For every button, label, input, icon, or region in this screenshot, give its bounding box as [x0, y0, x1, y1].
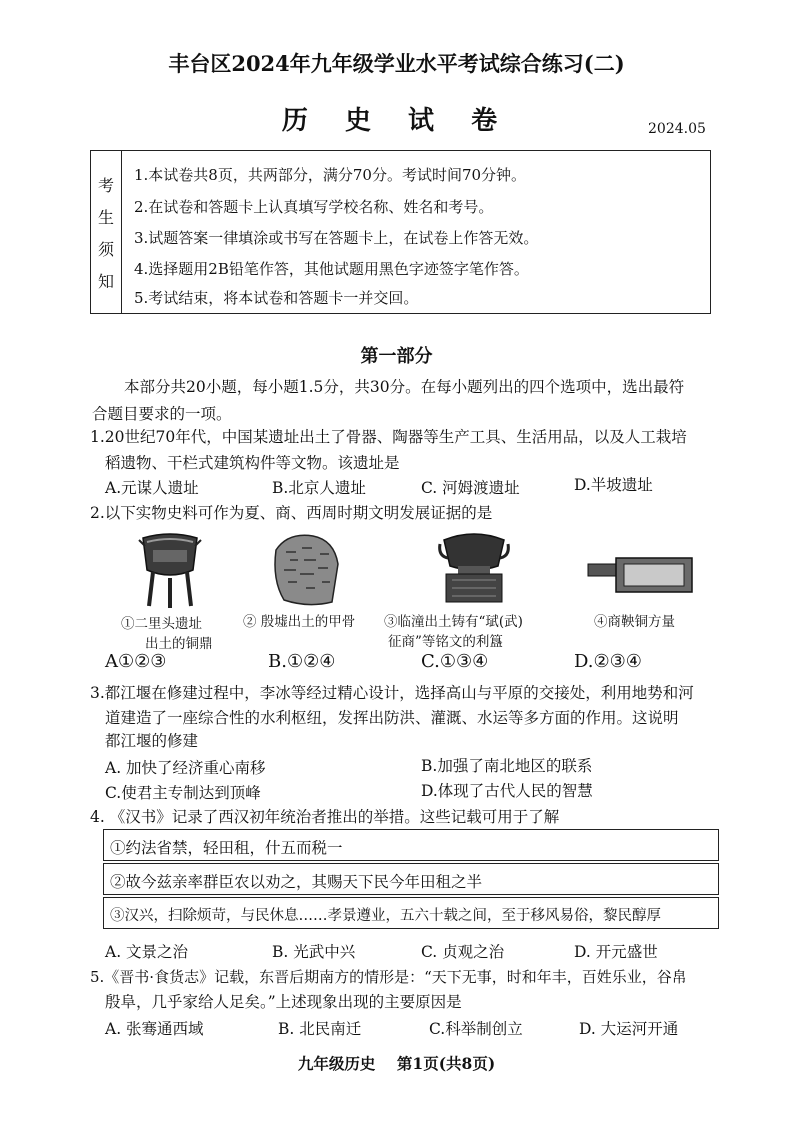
q2-option-c: C.①③④	[421, 651, 489, 672]
q5-stem: 5.《晋书·食货志》记载，东晋后期南方的情形是：“天下无事，时和年丰，百姓乐业，谷帛	[90, 968, 687, 986]
notice-label-char: 知	[98, 272, 115, 291]
q1-stem-cont: 稻遗物、干栏式建筑构件等文物。该遗址是	[105, 454, 400, 472]
notice-label-char: 须	[98, 240, 115, 259]
notice-item: 3.试题答案一律填涂或书写在答题卡上，在试卷上作答无效。	[134, 229, 539, 247]
artifact-caption-1: ①二里头遗址	[121, 616, 202, 632]
artifact-caption-3-cont: 征商”等铭文的利簋	[388, 634, 503, 650]
q5-option-d: D. 大运河开通	[579, 1020, 679, 1038]
q3-option-c: C.使君主专制达到顶峰	[105, 784, 261, 802]
q4-stem: 4. 《汉书》记录了西汉初年统治者推出的举措。这些记载可用于了解	[90, 808, 560, 826]
q4-option-c: C. 贞观之治	[421, 943, 505, 961]
q4-quote-text: ③汉兴，扫除烦苛，与民休息……孝景遵业，五六十载之间，至于移风易俗，黎民醇厚	[110, 908, 661, 924]
q5-option-b: B. 北民南迁	[278, 1020, 362, 1038]
q3-stem: 3.都江堰在修建过程中，李冰等经过精心设计，选择高山与平原的交接处，利用地势和河	[90, 684, 694, 702]
notice-item: 5.考试结束，将本试卷和答题卡一并交回。	[134, 289, 419, 307]
q1-stem: 1.20世纪70年代，中国某遗址出土了骨器、陶器等生产工具、生活用品，以及人工栽培	[90, 428, 687, 446]
q4-quote-row	[103, 829, 719, 861]
q3-option-d: D.体现了古代人民的智慧	[421, 782, 593, 800]
artifact-caption-4: ④商鞅铜方量	[594, 614, 675, 630]
part-intro: 本部分共20小题，每小题1.5分，共30分。在每小题列出的四个选项中，选出最符	[124, 378, 685, 396]
q5-stem-cont: 殷阜，几乎家给人足矣。”上述现象出现的主要原因是	[105, 993, 462, 1011]
q1-option-b: B.北京人遗址	[272, 479, 366, 497]
q4-quote-row	[103, 863, 719, 895]
q3-stem-cont: 道建造了一座综合性的水利枢纽，发挥出防洪、灌溉、水运等多方面的作用。这说明	[105, 709, 679, 727]
artifact-caption-1-cont: 出土的铜鼎	[145, 636, 213, 652]
q1-option-d: D.半坡遗址	[574, 476, 653, 494]
q1-option-a: A.元谋人遗址	[105, 479, 199, 497]
q1-option-c: C. 河姆渡遗址	[421, 479, 520, 497]
q2-stem: 2.以下实物史料可作为夏、商、西周时期文明发展证据的是	[90, 504, 493, 522]
q5-option-a: A. 张骞通西域	[105, 1020, 204, 1038]
q4-option-d: D. 开元盛世	[574, 943, 658, 961]
q4-quote-row	[103, 897, 719, 929]
notice-item: 4.选择题用2B铅笔作答，其他试题用黑色字迹签字笔作答。	[134, 260, 529, 278]
bronze-measure-image	[586, 554, 696, 596]
q4-option-b: B. 光武中兴	[272, 943, 356, 961]
exam-date: 2024.05	[648, 121, 706, 137]
q4-option-a: A. 文景之治	[105, 943, 189, 961]
q4-quote-text: ②故今兹亲率群臣农以劝之，其赐天下民今年田租之半	[110, 873, 483, 891]
notice-item: 1.本试卷共8页，共两部分，满分70分。考试时间70分钟。	[134, 166, 527, 184]
part-title: 第一部分	[360, 346, 433, 367]
notice-box	[90, 150, 711, 314]
q3-stem-cont2: 都江堰的修建	[105, 732, 199, 750]
q2-option-a: A①②③	[105, 651, 167, 672]
bronze-ding-image	[135, 528, 205, 610]
q4-quote-text: ①约法省禁，轻田租，什五而税一	[110, 839, 343, 857]
notice-label	[91, 151, 122, 313]
notice-item: 2.在试卷和答题卡上认真填写学校名称、姓名和考号。	[134, 198, 494, 216]
exam-title: 丰台区2024年九年级学业水平考试综合练习(二)	[168, 51, 625, 76]
q2-option-d: D.②③④	[574, 651, 642, 672]
page-footer: 九年级历史 第1页(共8页)	[297, 1054, 496, 1073]
q5-option-c: C.科举制创立	[429, 1020, 523, 1038]
artifact-caption-2: ② 殷墟出土的甲骨	[243, 614, 356, 630]
q2-option-b: B.①②④	[268, 651, 336, 672]
artifact-caption-3: ③临潼出土铸有“珷(武)	[384, 614, 523, 630]
q3-option-a: A. 加快了经济重心南移	[105, 759, 266, 777]
notice-label-char: 生	[98, 208, 115, 227]
notice-label-char: 考	[98, 176, 115, 195]
exam-subtitle: 历 史 试 卷	[281, 106, 512, 136]
li-gui-image	[438, 526, 510, 606]
q3-option-b: B.加强了南北地区的联系	[421, 757, 593, 775]
part-intro-cont: 合题目要求的一项。	[92, 405, 232, 423]
oracle-bone-image	[268, 530, 343, 610]
